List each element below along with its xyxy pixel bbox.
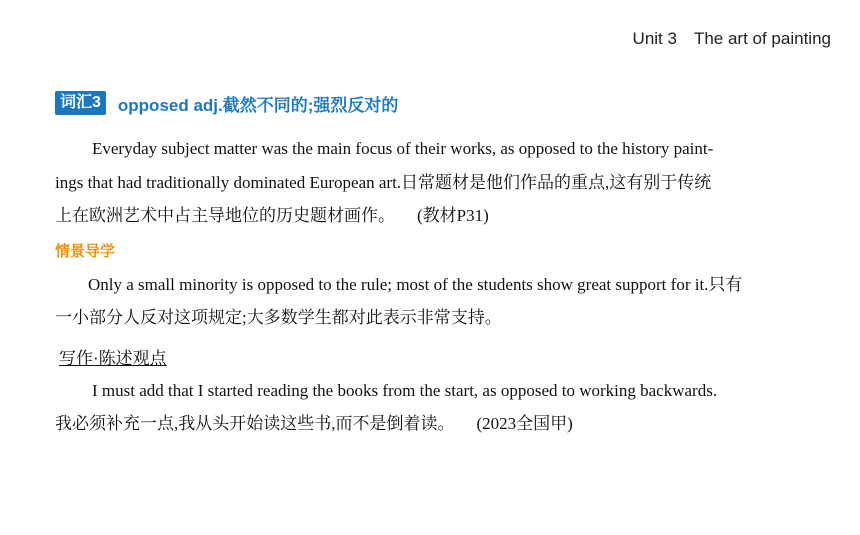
vocab-badge: 词汇3 bbox=[55, 91, 106, 115]
writing-source: (2023全国甲) bbox=[476, 414, 573, 433]
situation-line1: Only a small minority is opposed to the rule; most of the students show great support for it.只有 bbox=[88, 275, 743, 294]
example1-line1: Everyday subject matter was the main focus of their works, as opposed to the history paint- bbox=[92, 139, 714, 158]
example1-line3-text: 上在欧洲艺术中占主导地位的历史题材画作。 bbox=[55, 206, 395, 225]
writing-line2-text: 我必须补充一点,我从头开始读这些书,而不是倒着读。 bbox=[55, 414, 455, 433]
vocab-title: opposed adj.截然不同的;强烈反对的 bbox=[117, 95, 399, 115]
example1-line3 bbox=[55, 205, 489, 227]
example1-source: (教材P31) bbox=[417, 206, 489, 225]
vocab-header bbox=[55, 90, 398, 116]
unit-title: Unit 3 The art of painting bbox=[632, 29, 831, 48]
situation-heading: 情景导学 bbox=[55, 243, 116, 260]
writing-line1: I must add that I started reading the books from the start, as opposed to working backwards. bbox=[92, 381, 718, 400]
situation-line2: 一小部分人反对这项规定;大多数学生都对此表示非常支持。 bbox=[55, 308, 502, 327]
example1-line2: ings that had traditionally dominated European art.日常题材是他们作品的重点,这有别于传统 bbox=[55, 173, 712, 192]
writing-tag: 写作·陈述观点 bbox=[59, 349, 167, 368]
writing-line2 bbox=[55, 413, 573, 435]
